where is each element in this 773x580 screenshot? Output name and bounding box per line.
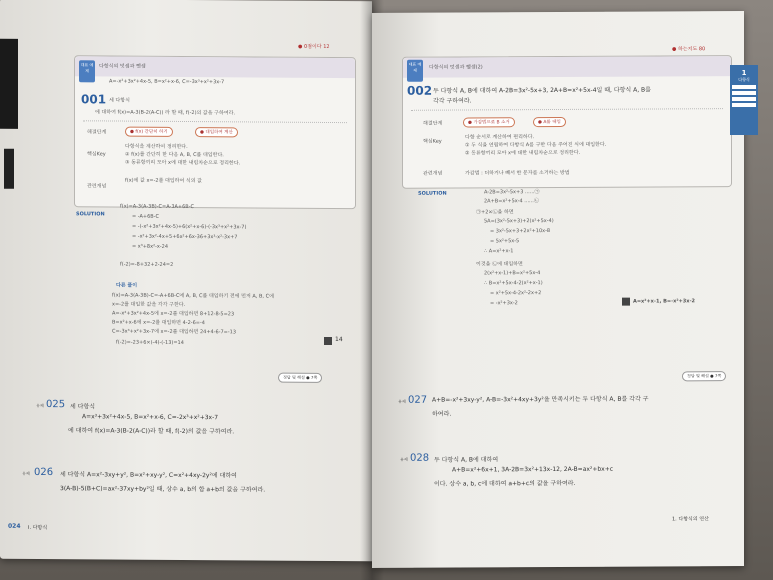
solution-line: 5A=(3x²-5x+3)+2(x²+5x-4) <box>484 218 554 225</box>
solution-line: ㉠+2×㉡을 하면 <box>476 209 514 216</box>
solution-line: ∴ A=x²+x-1 <box>484 248 514 255</box>
header-tag: ● 하는지도 80 <box>672 46 706 53</box>
guide-label-concept: 관련개념 <box>87 183 107 190</box>
example-label: 세 다항식 <box>109 97 130 104</box>
solution-line: = -x²+3x²-4x+5+6x²+6x-36+3x³-x²-3x+7 <box>132 233 238 241</box>
guide-label-steps: 해결단계 <box>423 120 443 127</box>
example-badge: 대표 예제 <box>79 60 95 82</box>
right-page <box>372 11 744 568</box>
alt-line: f(-2)=-23+6×(-4)-(-13)=14 <box>116 339 184 346</box>
example-box <box>74 55 356 209</box>
guide-concept: 가감법 : 더하거나 빼서 한 문자를 소거하는 방법 <box>465 169 570 177</box>
answer-value: 14 <box>335 336 343 344</box>
divider <box>411 108 723 111</box>
exercise-text: A+B=x²+6x+1, 3A-2B=3x²+13x-12, 2A-B=ax²+bx+c <box>452 465 614 474</box>
binding-tape <box>0 39 18 129</box>
exercise-prefix: 유제 <box>22 470 30 476</box>
header-tag: ● 0점이다 12 <box>298 43 330 51</box>
exercise-text: 3(A-B)-5(B+C)=ax²-37xy+by²일 때, 상수 a, b의 합 a+b의 값을 구하여라. <box>60 485 266 494</box>
exercise-number: 025 <box>46 399 66 411</box>
solution-line: = x²+5x-4-2x²-2x+2 <box>490 290 542 297</box>
guide-label-concept: 관련개념 <box>423 170 443 177</box>
exercise-prefix: 유제 <box>36 402 44 409</box>
solution-line: = 5x²+5x-5 <box>490 238 520 245</box>
exercise-text: 세 다항식 <box>70 403 96 411</box>
exercise-text: A=x³+3x²+4x-5, B=x²+x-6, C=-2x³+x²+3x-7 <box>82 413 219 422</box>
divider <box>83 120 347 123</box>
guide-label-steps: 해결단계 <box>87 129 107 136</box>
chapter-label: I. 다항식 <box>28 524 48 532</box>
side-tab-number: 1 <box>741 69 747 77</box>
solution-line: 2(x²+x-1)+B=x²+5x-4 <box>484 270 541 277</box>
guide-label-key: 핵심Key <box>87 151 106 158</box>
solution-line: 이것을 ㉡에 대입하면 <box>476 261 523 268</box>
solution-line: = x³+8x²-x-24 <box>132 243 169 250</box>
alt-line: C=-3x³+x²+3x-7에 x=-2를 대입하면 24+4-6-7=-13 <box>112 328 237 336</box>
guide-key-2: ② f(x)를 간단히 한 다음 A, B, C를 대입한다. <box>125 151 224 159</box>
left-page <box>0 0 372 561</box>
exercise-prefix: 유제 <box>400 456 408 462</box>
alt-line: f(x)=A-3(A-3B)-C=-A+6B-C에 A, B, C를 대입하기 전에 먼저 A, B, C에 <box>112 292 274 300</box>
guide-step-2: ● 대입하여 계산 <box>195 127 238 137</box>
exercise-text: 이다. 상수 a, b, c에 대하여 a+b+c의 값을 구하여라. <box>434 479 576 488</box>
guide-key-1: 다항 순서로 계산하여 편리하다. <box>465 134 535 141</box>
side-tab-line <box>732 97 756 101</box>
page-number: 024 <box>8 522 21 530</box>
exercise-text: A+B=-x²+3xy-y², A-B=-3x²+4xy+3y²을 만족시키는 두 다항식 A, B를 각각 구 <box>432 395 649 404</box>
guide-step-1: ● f(x) 간단히 하기 <box>125 127 173 137</box>
example-badge: 대표 예제 <box>407 60 423 82</box>
example-number: 002 <box>407 83 433 98</box>
example-line2: 각각 구하여라. <box>433 97 472 105</box>
solution-line: = -(-x²+3x²+4x-5)+6(x²+x-6)-(-3x³+x²+3x-7) <box>132 223 247 231</box>
solution-line: = -x²+3x-2 <box>490 300 518 307</box>
guide-key-2: ① 두 식을 연립하여 다항식 A를 구한 다음 주어진 식에 대입한다. <box>465 141 607 149</box>
guide-step-2: ● A를 대입 <box>533 117 566 127</box>
exercise-prefix: 유제 <box>398 398 406 404</box>
answer-icon <box>324 337 332 345</box>
solution-line: = 3x²-5x+3+2x²+10x-8 <box>490 228 551 235</box>
chapter-label: 1. 다항식의 연산 <box>672 516 709 523</box>
guide-label-key: 핵심Key <box>423 138 442 145</box>
side-tab-line <box>732 91 756 95</box>
solution-line: = -A+6B-C <box>132 213 159 220</box>
chapter-side-tab <box>730 65 758 135</box>
guide-key-3: ② 동류항끼리 모아 x에 대한 내림차순으로 정리한다. <box>465 149 581 157</box>
side-tab-line <box>732 103 756 107</box>
side-tab-title: 다항식 <box>738 77 750 82</box>
example-number: 001 <box>81 92 107 107</box>
solution-label: SOLUTION <box>76 211 105 218</box>
exercise-number: 026 <box>34 466 54 479</box>
guide-concept: f(x)에 값 x=-2를 대입하여 식의 값 <box>125 177 203 185</box>
solution-line: ∴ B=x²+5x-4-2(x²+x-1) <box>484 280 543 287</box>
exercise-text: 하여라. <box>432 410 452 418</box>
exercise-number: 027 <box>408 394 428 406</box>
exercise-number: 028 <box>410 452 430 464</box>
answer-icon <box>622 298 630 306</box>
solution-link-button[interactable]: 정답 및 해설 ● 7쪽 <box>682 371 726 381</box>
alt-line: x=-2를 대입한 값을 각각 구한다. <box>112 301 186 308</box>
alt-line: B=x²+x-6에 x=-2를 대입하면 4-2-6=-4 <box>112 319 205 327</box>
exercise-text: 에 대하여 f(x)=A-3(B-2(A-C))라 할 때, f(-2)의 값을 구하여라. <box>68 427 235 436</box>
solution-line: A-2B=3x²-5x+3 ......㉠ <box>484 189 540 196</box>
answer-value: A=x²+x-1, B=-x²+3x-2 <box>633 298 696 305</box>
guide-key-1: 다항식을 계산하여 정리한다. <box>125 143 188 151</box>
alt-line: A=-x²+3x²+4x-5에 x=-2를 대입하면 8+12-8-5=23 <box>112 310 235 318</box>
example-line2: 에 대하여 f(x)=A-3(B-2(A-C)) 라 할 때, f(-2)의 값을 구하여라. <box>95 109 236 117</box>
example-title: 다항식의 덧셈과 뺄셈 <box>99 63 146 70</box>
solution-link-button[interactable]: 정답 및 해설 ● 7쪽 <box>278 373 322 383</box>
example-box <box>402 55 732 189</box>
example-line1: A=-x²+3x²+4x-5, B=x²+x-6, C=-3x³+x²+3x-7 <box>109 78 225 86</box>
example-line1: 두 다항식 A, B에 대하여 A-2B=3x²-5x+3, 2A+B=x²+5x-4일 때, 다항식 A, B를 <box>433 86 651 95</box>
solution-line: f(x)=A-3(A-3B)-C=A-3A+6B-C <box>120 203 195 211</box>
exercise-text: 두 다항식 A, B에 대하여 <box>434 456 499 464</box>
binding-clip <box>4 149 14 189</box>
solution-line: 2A+B=x²+5x-4 ......㉡ <box>484 198 539 205</box>
solution-line: f(-2)=-8+32+2-24=2 <box>120 261 174 268</box>
example-title: 다항식의 덧셈과 뺄셈(2) <box>429 64 483 71</box>
solution-label: SOLUTION <box>418 190 447 197</box>
guide-step-1: ● 가감법으로 B 소거 <box>463 117 515 127</box>
guide-key-3: ③ 동류항끼리 모아 x에 대한 내림차순으로 정리한다. <box>125 159 241 167</box>
alt-solution-label: 다른 풀이 <box>116 282 138 289</box>
exercise-text: 세 다항식 A=x²-3xy+y², B=x²+xy-y², C=x²+4xy-2y²에 대하여 <box>60 471 237 480</box>
side-tab-line <box>732 85 756 89</box>
